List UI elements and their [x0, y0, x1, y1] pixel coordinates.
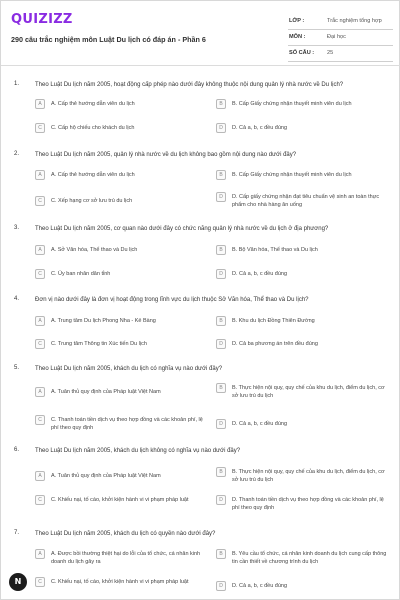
- option-letter-box[interactable]: A: [35, 387, 45, 397]
- option-letter-box[interactable]: A: [35, 170, 45, 180]
- option-text: D. Cả a, b, c đều đúng: [232, 583, 288, 589]
- meta-row-subject: [288, 30, 393, 46]
- option-text: A. Cấp thẻ hướng dẫn viên du lịch: [51, 172, 135, 178]
- option-letter-box[interactable]: C: [35, 577, 45, 587]
- option-letter-box[interactable]: A: [35, 471, 45, 481]
- option-text: C. Thanh toán tiền dịch vụ theo hợp đồng và các khoản phí, lệ phí theo quy định: [51, 417, 203, 431]
- header-divider: [1, 65, 400, 66]
- option-letter-box[interactable]: B: [216, 549, 226, 559]
- option-text: A. Trung tâm Du lịch Phong Nha - Kẻ Bàng: [51, 318, 156, 324]
- meta-value: Trắc nghiệm tổng hợp: [327, 18, 382, 24]
- option-text: D. Cấp giấy chứng nhận đạt tiêu chuẩn vệ sinh an toàn thực phẩm cho nhà hàng ăn uống: [232, 194, 380, 208]
- question-text: Theo Luật Du lịch năm 2005, cơ quan nào dưới đây có chức năng quản lý nhà nước về du lịch ở địa phương?: [35, 226, 329, 232]
- option-text: A. Tuân thủ quy định của Pháp luật Việt Nam: [51, 389, 161, 395]
- option-text: B. Thực hiện nội quy, quy chế của khu du lịch, điểm du lịch, cơ sở lưu trú du lịch: [232, 469, 385, 483]
- option-text: A. Sở Văn hóa, Thể thao và Du lịch: [51, 247, 138, 253]
- worksheet-title: 290 câu trắc nghiệm môn Luật Du lịch có đáp án - Phần 6: [11, 35, 206, 44]
- option-text: B. Yêu cầu tổ chức, cá nhân kinh doanh du lịch cung cấp thông tin cần thiết về chương trình du lịch: [232, 551, 387, 565]
- help-badge-icon[interactable]: N: [9, 573, 27, 591]
- option-text: A. Tuân thủ quy định của Pháp luật Việt Nam: [51, 473, 161, 479]
- option-letter-box[interactable]: D: [216, 123, 226, 133]
- worksheet-header: [1, 1, 400, 65]
- meta-row-count: [288, 46, 393, 62]
- question-text: Theo Luật Du lịch năm 2005, hoạt động cấp phép nào dưới đây không thuộc nội dung quản lý nhà nước về Du lịch?: [35, 82, 344, 88]
- option-letter-box[interactable]: C: [35, 415, 45, 425]
- option-letter-box[interactable]: D: [216, 339, 226, 349]
- option-letter-box[interactable]: D: [216, 495, 226, 505]
- option-letter-box[interactable]: A: [35, 549, 45, 559]
- question-number: 4.: [14, 296, 20, 302]
- meta-value: Đại học: [327, 34, 346, 40]
- question-text: Theo Luật Du lịch năm 2005, quản lý nhà nước về du lịch không bao gồm nội dung nào dưới đây?: [35, 152, 297, 158]
- option-text: C. Ủy ban nhân dân tỉnh: [51, 271, 111, 277]
- option-text: C. Cấp hộ chiếu cho khách du lịch: [51, 125, 135, 131]
- meta-label: LỚP :: [289, 18, 305, 24]
- option-text: A. Cấp thẻ hướng dẫn viên du lịch: [51, 101, 135, 107]
- question-number: 5.: [14, 365, 20, 371]
- option-text: B. Cấp Giấy chứng nhận thuyết minh viên du lịch: [232, 172, 352, 178]
- option-letter-box[interactable]: D: [216, 581, 226, 591]
- option-letter-box[interactable]: C: [35, 269, 45, 279]
- option-letter-box[interactable]: A: [35, 99, 45, 109]
- option-letter-box[interactable]: C: [35, 339, 45, 349]
- option-letter-box[interactable]: B: [216, 316, 226, 326]
- option-letter-box[interactable]: D: [216, 419, 226, 429]
- option-letter-box[interactable]: A: [35, 316, 45, 326]
- option-letter-box[interactable]: B: [216, 170, 226, 180]
- meta-label: SỐ CÂU :: [289, 50, 315, 56]
- option-text: D. Cả a, b, c đều đúng: [232, 125, 288, 131]
- question-number: 2.: [14, 151, 20, 157]
- option-letter-box[interactable]: B: [216, 245, 226, 255]
- question-number: 1.: [14, 81, 20, 87]
- option-letter-box[interactable]: B: [216, 467, 226, 477]
- option-text: A. Được bồi thường thiệt hại do lỗi của tổ chức, cá nhân kinh doanh du lịch gây ra: [51, 551, 201, 565]
- option-letter-box[interactable]: C: [35, 123, 45, 133]
- option-text: B. Bộ Văn hóa, Thể thao và Du lịch: [232, 247, 318, 253]
- option-text: B. Khu du lịch Đồng Thiên Đường: [232, 318, 315, 324]
- option-text: D. Cả a, b, c đều đúng: [232, 271, 288, 277]
- option-letter-box[interactable]: D: [216, 269, 226, 279]
- option-text: B. Thực hiện nội quy, quy chế của khu du lịch, điểm du lịch, cơ sở lưu trú du lịch: [232, 385, 385, 399]
- quizizz-logo[interactable]: QUIZIZZ: [11, 12, 73, 27]
- option-text: C. Khiếu nại, tố cáo, khởi kiện hành vi vi phạm pháp luật: [51, 497, 189, 503]
- worksheet-meta: [288, 14, 393, 62]
- option-text: B. Cấp Giấy chứng nhận thuyết minh viên du lịch: [232, 101, 352, 107]
- option-text: D. Cả a, b, c đều đúng: [232, 421, 288, 427]
- question-text: Theo Luật Du lịch năm 2005, khách du lịch có quyền nào dưới đây?: [35, 531, 216, 537]
- question-text: Theo Luật Du lịch năm 2005, khách du lịch không có nghĩa vụ nào dưới đây?: [35, 448, 241, 454]
- question-number: 6.: [14, 447, 20, 453]
- option-text: C. Khiếu nại, tố cáo, khởi kiện hành vi vi phạm pháp luật: [51, 579, 189, 585]
- option-text: D. Thanh toán tiền dịch vụ theo hợp đồng và các khoản phí, lệ phí theo quy định: [232, 497, 384, 511]
- option-letter-box[interactable]: C: [35, 196, 45, 206]
- question-text: Đơn vị nào dưới đây là đơn vị hoạt động trong lĩnh vực du lịch thuộc Sở Văn hóa, Thể thao và Du lịch?: [35, 297, 309, 303]
- meta-label: MÔN :: [289, 34, 306, 40]
- option-letter-box[interactable]: B: [216, 383, 226, 393]
- option-text: C. Xếp hạng cơ sở lưu trú du lịch: [51, 198, 133, 204]
- option-letter-box[interactable]: C: [35, 495, 45, 505]
- option-letter-box[interactable]: A: [35, 245, 45, 255]
- question-number: 3.: [14, 225, 20, 231]
- meta-row-class: [288, 14, 393, 30]
- question-text: Theo Luật Du lịch năm 2005, khách du lịch có nghĩa vụ nào dưới đây?: [35, 366, 223, 372]
- meta-value: 25: [327, 50, 334, 56]
- option-text: D. Cả ba phương án trên đều đúng: [232, 341, 318, 347]
- option-letter-box[interactable]: B: [216, 99, 226, 109]
- question-number: 7.: [14, 530, 20, 536]
- option-letter-box[interactable]: D: [216, 192, 226, 202]
- option-text: C. Trung tâm Thông tin Xúc tiến Du lịch: [51, 341, 147, 347]
